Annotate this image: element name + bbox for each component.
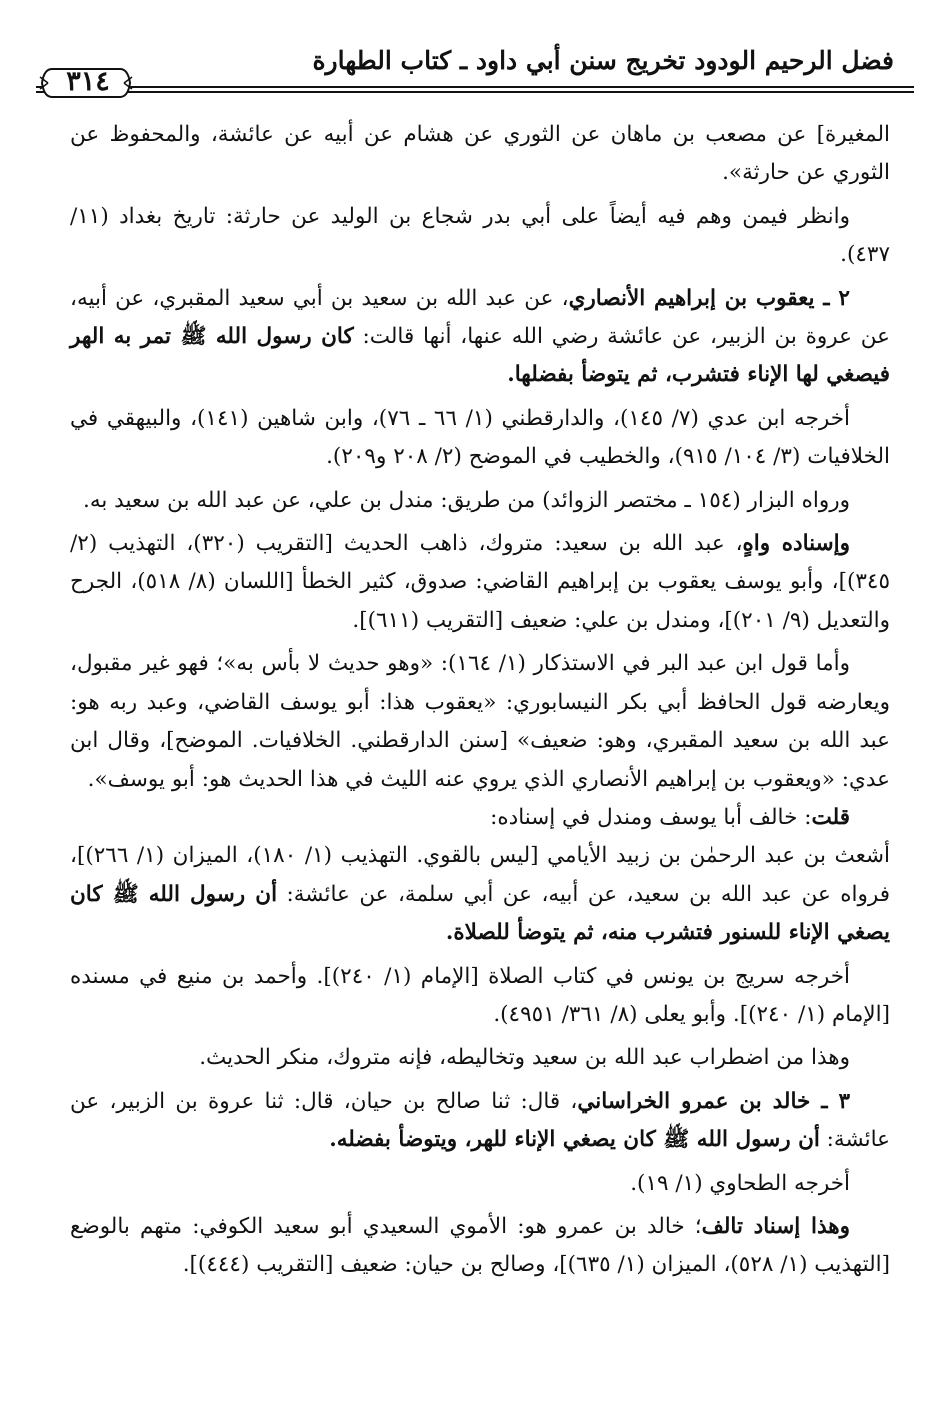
paragraph [70,958,890,1035]
bold-text-run: وإسناده واهٍ [742,531,850,557]
text-run: ، عن عبد الله بن سعيد بن أبي سعيد المقبري، عن أبيه، عن عروة بن الزبير، عن عائشة رضي الله عنها، أنها قالت: [70,285,890,350]
bold-text-run: أن رسول الله ﷺ كان يصغي الإناء للسنور فتشرب منه، ثم يتوضأ للصلاة. [70,881,890,946]
text-run: أشعث بن عبد الرحمٰن بن زبيد الأيامي [ليس بالقوي. التهذيب (١/ ١٨٠)، الميزان (١/ ٢٦٦)]، فرواه عن عبد الله بن سعيد، عن أبيه، عن أبي سلمة، عن عائشة: [70,843,891,907]
text-run: ؛ خالد بن عمرو هو: الأموي السعيدي أبو سعيد الكوفي: متهم بالوضع [التهذيب (١/ ٥٢٨)، الميزان (١/ ٦٣٥)]، وصالح بن حيان: ضعيف [التقريب (٤٤٤)]. [70,1213,890,1278]
bold-text-run: ٣ ـ خالد بن عمرو الخراساني [577,1088,850,1114]
paragraph [70,837,890,952]
paragraph [70,116,890,193]
text-run: أخرجه ابن عدي (٧/ ١٤٥)، والدارقطني (١/ ٦٦ ـ ٧٦)، وابن شاهين (١٤١)، والبيهقي في الخلافيات (٣/ ١٠٤/ ٩١٥)، والخطيب في الموضح (٢/ ٢٠٨ و٢٠٩). [70,405,890,470]
paragraph [70,1208,890,1285]
bold-text-run: أن رسول الله ﷺ كان يصغي الإناء للهر، ويتوضأ بفضله. [329,1127,820,1153]
page-header [36,44,914,108]
text-run: أخرجه سريج بن يونس في كتاب الصلاة [الإمام (١/ ٢٤٠)]. وأحمد بن منيع في مسنده [الإمام (١/ ٢٤٠)]. وأبو يعلى (٨/ ٣٦١/ ٤٩٥١). [70,963,890,1027]
paragraph [70,198,890,275]
paragraph [70,280,890,395]
paragraph [70,400,890,477]
page-number-frame [38,63,132,101]
running-title: فضل الرحيم الودود تخريج سنن أبي داود ـ كتاب الطهارة [312,46,894,75]
bold-text-run: قلت [811,804,850,830]
text-run: المغيرة] عن مصعب بن ماهان عن الثوري عن هشام عن أبيه عن عائشة، والمحفوظ عن الثوري عن حارثة». [70,122,890,186]
page-number: ٣١٤ [66,66,110,97]
text-run: : خالف أبا يوسف ومندل في إسناده: [490,804,812,830]
paragraph [70,1165,890,1203]
paragraph [70,799,890,837]
text-run: ، قال: ثنا صالح بن حيان، قال: ثنا عروة بن الزبير، عن عائشة: [70,1088,890,1153]
paragraph [70,525,890,640]
text-run: ورواه البزار (١٥٤ ـ مختصر الزوائد) من طريق: مندل بن علي، عن عبد الله بن سعيد به. [82,487,850,513]
bold-text-run: ٢ ـ يعقوب بن إبراهيم الأنصاري [568,285,850,311]
bold-text-run: كان رسول الله ﷺ تمر به الهر فيصغي لها الإناء فتشرب، ثم يتوضأ بفضلها. [70,324,890,388]
bold-text-run: وهذا إسناد تالف [701,1213,850,1239]
paragraph [70,645,890,799]
page-body [70,116,890,1285]
paragraph [70,1083,890,1160]
text-run: أخرجه الطحاوي (١/ ١٩). [630,1170,850,1196]
text-run: وأما قول ابن عبد البر في الاستذكار (١/ ١٦٤): «وهو حديث لا بأس به»؛ فهو غير مقبول، ويعارضه قول الحافظ أبي بكر النيسابوري: «يعقوب هذا: أبو يوسف القاضي، وعبد ربه هو: عبد الله بن سعيد المقبري، وهو: ضعيف» [سنن الدارقطني. الخلافيات. الموضح]، وقال ابن عدي: «ويعقوب بن إبراهيم الأنصاري الذي يروي عنه الليث في هذا الحديث هو: أبو يوسف». [70,651,890,792]
text-run: وهذا من اضطراب عبد الله بن سعيد وتخاليطه، فإنه متروك، منكر الحديث. [199,1045,850,1071]
paragraph [70,1039,890,1077]
paragraph [70,482,890,520]
text-run: وانظر فيمن وهم فيه أيضاً على أبي بدر شجاع بن الوليد عن حارثة: تاريخ بغداد (١١/ ٤٣٧). [70,203,890,268]
text-run: ، عبد الله بن سعيد: متروك، ذاهب الحديث [التقريب (٣٢٠)، التهذيب (٢/ ٣٤٥)]، وأبو يوسف يعقوب بن إبراهيم القاضي: صدوق، كثير الخطأ [اللسان (٨/ ٥١٨)، الجرح والتعديل (٩/ ٢٠١)]، ومندل بن علي: ضعيف [التقريب (٦١١)]. [70,531,890,633]
header-rule [36,86,914,93]
